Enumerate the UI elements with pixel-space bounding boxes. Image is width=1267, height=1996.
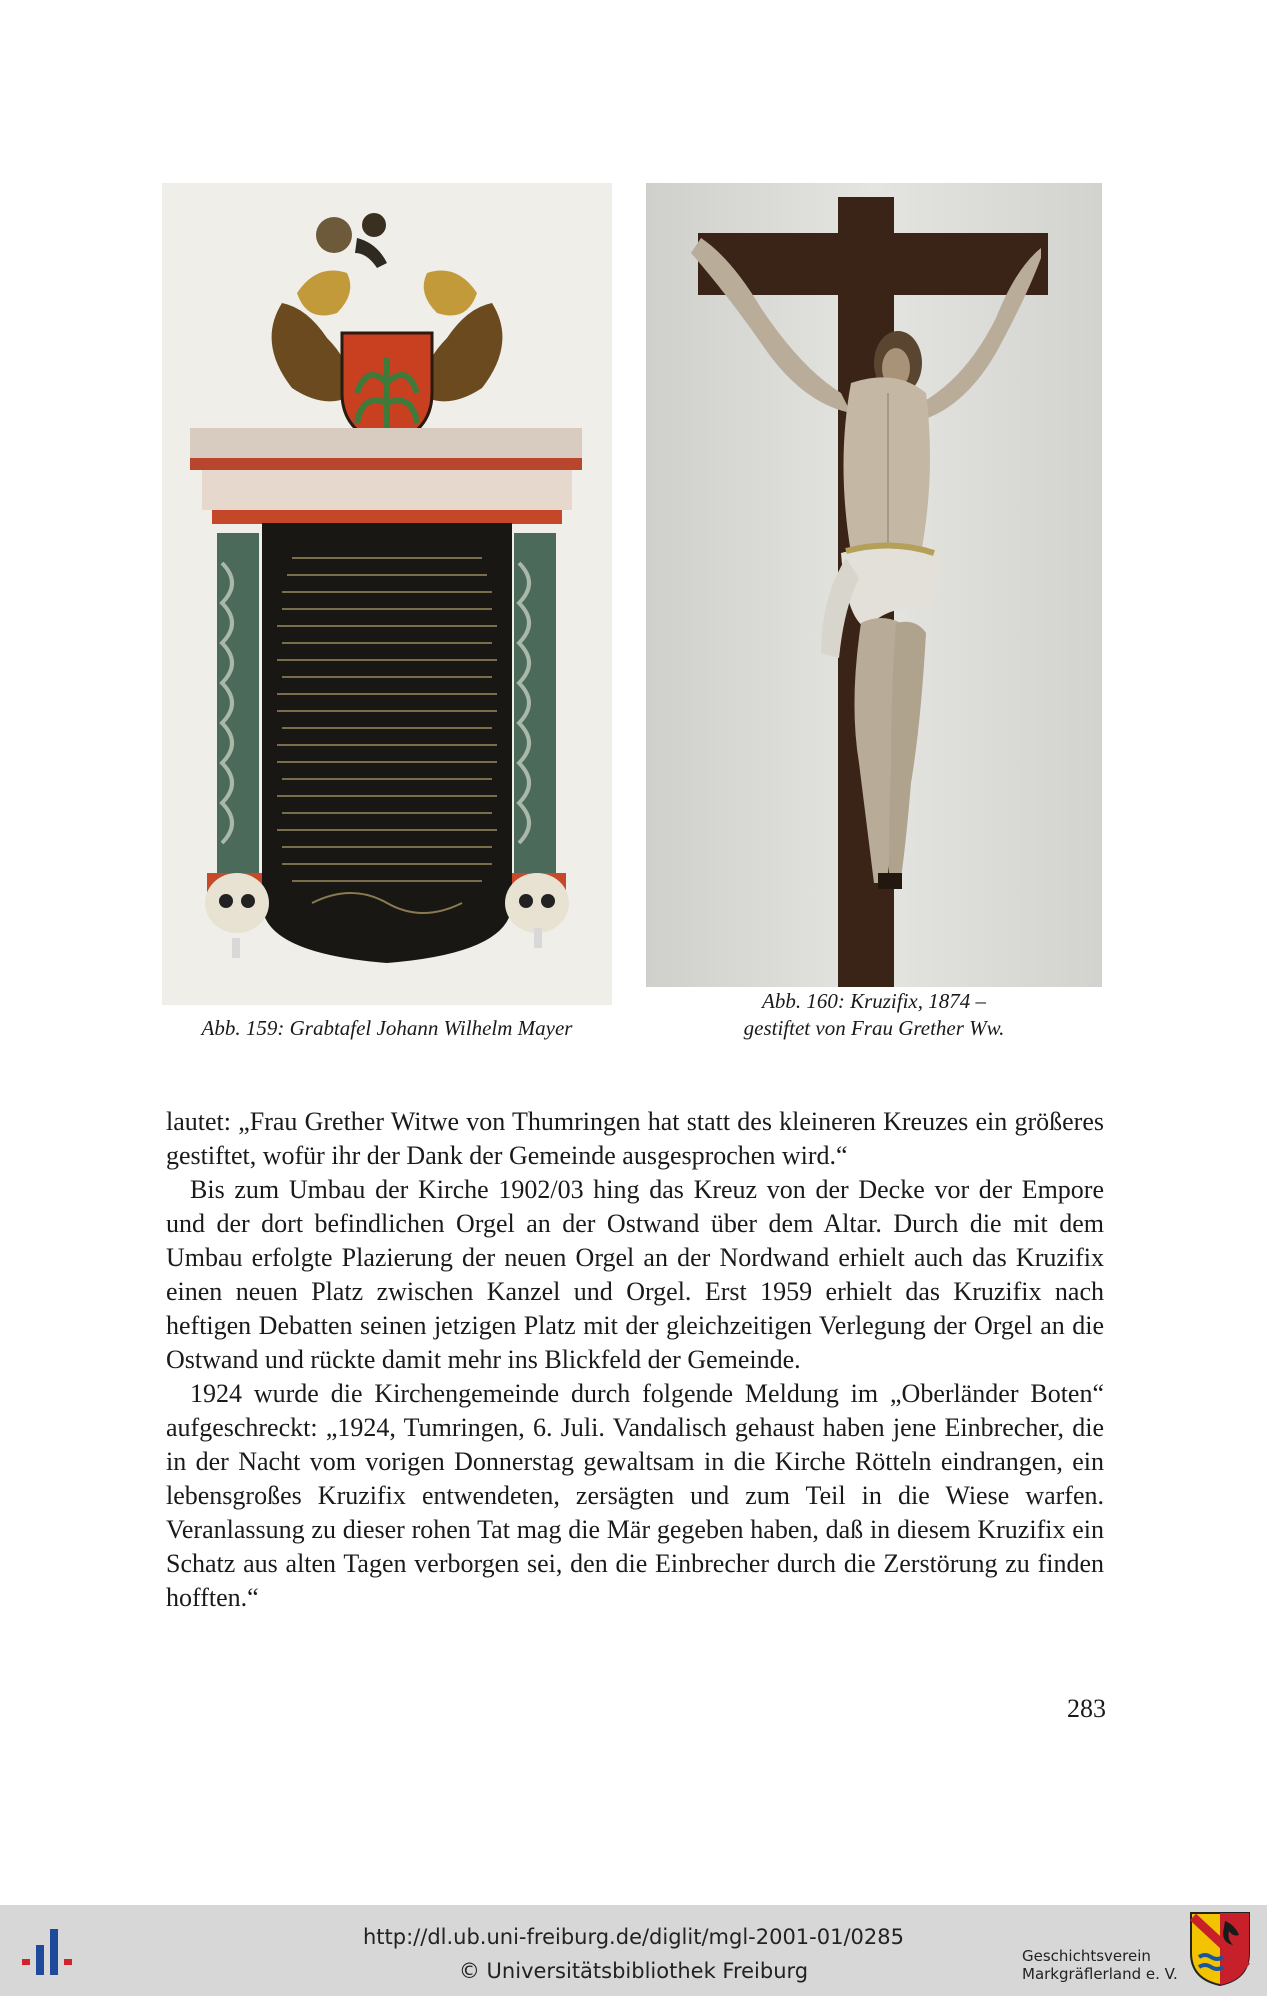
caption-abb-160 [646,988,1102,1042]
paragraph: lautet: „Frau Grether Witwe von Thumringen hat statt des kleineren Kreuzes ein größeres gestiftet, wofür ihr der Dank der Gemeinde ausgesprochen wird.“ [166,1107,1104,1170]
page-number: 283 [1067,1694,1106,1723]
photo-kruzifix [646,183,1102,987]
society-line: Geschichtsverein [1022,1947,1151,1965]
society-line: Markgräflerland e. V. [1022,1965,1178,1983]
caption-line: Abb. 160: Kruzifix, 1874 – [762,989,986,1013]
footer-copyright: © Universitätsbibliothek Freiburg [458,1959,809,1983]
caption-abb-159 [162,1015,612,1042]
footer-url-link[interactable]: http://dl.ub.uni-freiburg.de/diglit/mgl-2001-01/0285 [362,1925,904,1949]
society-crest-icon [1189,1911,1251,1987]
footer-bar [0,1905,1267,1996]
body-text [166,1105,1104,1615]
society-name [1022,1947,1178,1983]
grabtafel-illustration [162,183,612,1005]
caption-line: gestiftet von Frau Grether Ww. [743,1016,1005,1040]
caption-line: Abb. 159: Grabtafel Johann Wilhelm Mayer [201,1016,573,1040]
paragraph: 1924 wurde die Kirchengemeinde durch folgende Meldung im „Oberländer Boten“ aufgeschreckt: „1924, Tumringen, 6. Juli. Vandalisch gehaust haben jene Einbrecher, die in der Nacht vom vorigen Donnerstag gewaltsam in die Kirche Rötteln eindrangen, ein lebensgroßes Kruzifix entwendeten, zersägten und zum Teil in die Wiese warfen. Veranlassung zu dieser rohen Tat mag die Mär gegeben haben, daß in diesem Kruzifix ein Schatz aus alten Tagen verborgen sei, den die Einbrecher durch die Zerstörung zu finden hofften.“ [166,1379,1104,1612]
kruzifix-illustration [646,183,1102,987]
photo-grabtafel [162,183,612,1005]
paragraph: Bis zum Umbau der Kirche 1902/03 hing das Kreuz von der Decke vor der Empore und der dort befindlichen Orgel an der Ostwand über dem Altar. Durch die mit dem Umbau erfolgte Plazierung der neuen Orgel an der Nordwand erhielt auch das Kruzifix einen neuen Platz zwischen Kanzel und Orgel. Erst 1959 erhielt das Kruzifix nach heftigen Debatten seinen jetzigen Platz mit der gleichzeitigen Verlegung der Orgel an die Ostwand und rückte damit mehr ins Blickfeld der Gemeinde. [166,1175,1104,1374]
